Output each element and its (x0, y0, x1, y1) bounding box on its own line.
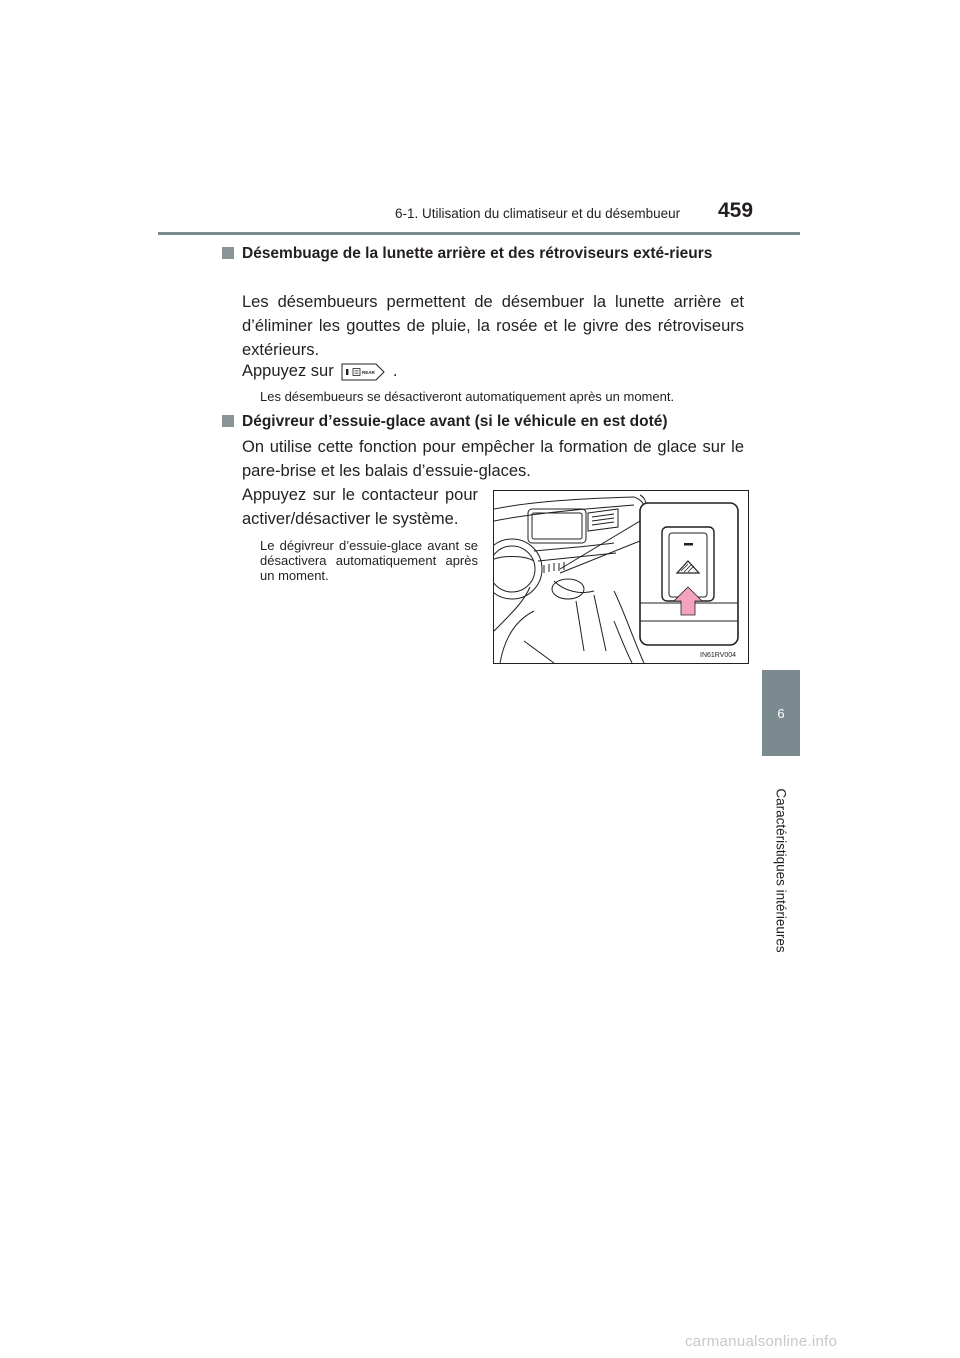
instruction-suffix: . (392, 362, 398, 380)
wiper-deicer-switch-illustration (493, 490, 749, 664)
dashboard-drawing (494, 491, 748, 663)
square-bullet-icon (222, 247, 234, 259)
square-bullet-icon (222, 415, 234, 427)
instruction-prefix: Appuyez sur (242, 362, 334, 380)
chapter-title: Caractéristiques intérieures (773, 787, 789, 953)
chapter-number: 6 (777, 705, 785, 721)
wiper-deicer-heading: Dégivreur d’essuie-glace avant (si le véhicule en est doté) (222, 411, 752, 433)
section-title: 6-1. Utilisation du climatiseur et du désembueur (395, 206, 681, 221)
watermark: carmanualsonline.info (685, 1333, 838, 1350)
page-number: 459 (718, 199, 754, 222)
chapter-label (762, 760, 800, 980)
rear-button-label: REAR (362, 369, 376, 375)
rear-defogger-description: Les désembueurs permettent de désembuer la lunette arrière et d’éliminer les gouttes de pluie, la rosée et le givre des rétroviseurs extérieurs. (242, 293, 744, 359)
wiper-deicer-description: On utilise cette fonction pour empêcher la formation de glace sur le pare-brise et les balais d’essuie-glaces. (242, 438, 744, 480)
header-rule (158, 232, 800, 235)
wiper-deicer-note: Le dégivreur d’essuie-glace avant se désactivera automatiquement après un moment. (260, 538, 478, 583)
rear-defogger-note: Les désembueurs se désactiveront automatiquement après un moment. (260, 389, 675, 404)
wiper-deicer-instruction: Appuyez sur le contacteur pour activer/désactiver le système. (242, 486, 478, 528)
chapter-tab[interactable] (762, 670, 800, 756)
figure-code: IN61RV004 (700, 652, 737, 659)
rear-defogger-button-icon (340, 363, 386, 381)
rear-defogger-heading: Désembuage de la lunette arrière et des rétroviseurs exté-rieurs (222, 243, 752, 265)
rear-defogger-instruction (242, 359, 744, 383)
